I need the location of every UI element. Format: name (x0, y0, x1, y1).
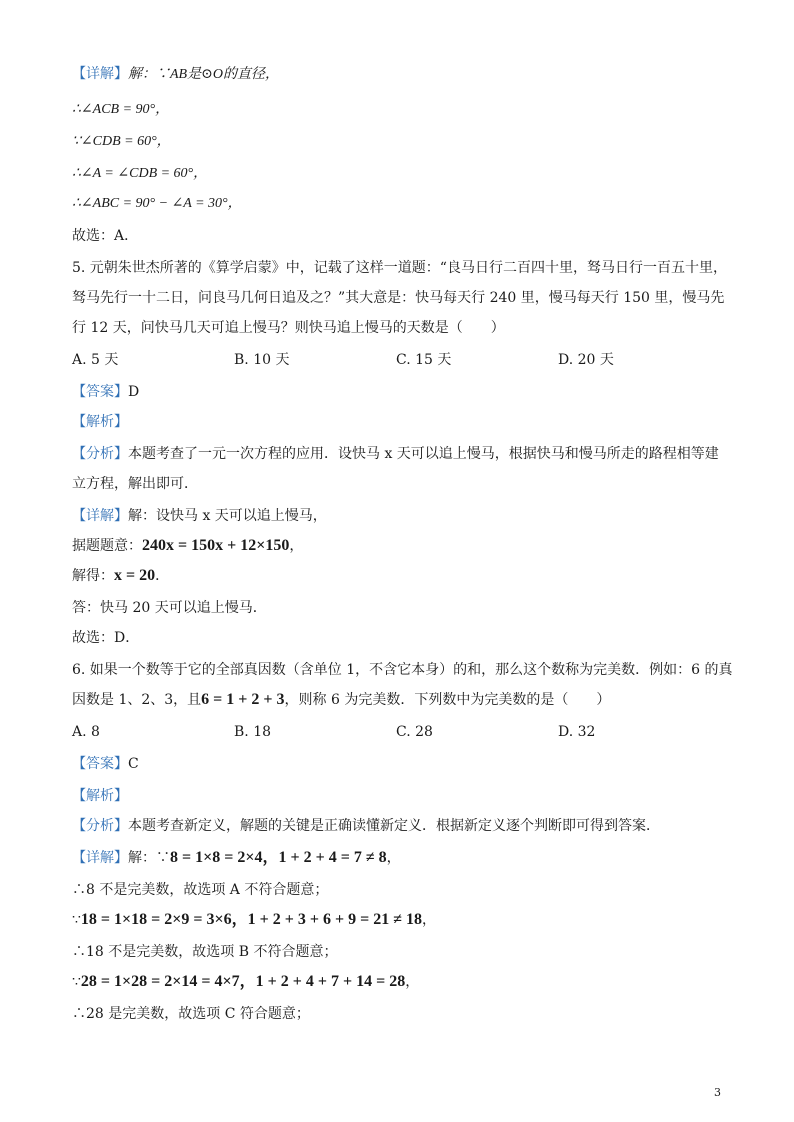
solution-step: ∴∠ACB = 90°， (72, 102, 170, 117)
detail-tag: 【详解】 (72, 508, 128, 524)
equation: 240x = 150x + 12×150 (142, 537, 290, 554)
equation: 18 = 1×18 = 2×9 = 3×6，1 + 2 + 3 + 6 + 9 = 21 ≠ 18 (80, 911, 422, 928)
option-d: D. 32 (558, 724, 596, 740)
equation-line (72, 536, 732, 556)
analysis-text: 本题考查新定义，解题的关键是正确读懂新定义．根据新定义逐个判断即可得到答案． (128, 818, 660, 834)
conclusion-line: ∴8 不是完美数，故选项 A 不符合题意； (72, 882, 329, 898)
punctuation: ， (405, 974, 420, 990)
option-a: A. 8 (72, 724, 100, 740)
punctuation: ， (289, 538, 304, 554)
stem-text: 因数是 1、2、3，且 (72, 692, 202, 708)
equation: 28 = 1×28 = 2×14 = 4×7，1 + 2 + 4 + 7 + 14 = 28 (80, 973, 406, 990)
question-6-stem: 6. 如果一个数等于它的全部真因数（含单位 1，不含它本身）的和，那么这个数称为完美数．例如：6 的真 (72, 662, 733, 678)
equation-line (72, 972, 732, 992)
choice-conclusion: 故选：D． (72, 630, 140, 646)
answer-statement: 答：快马 20 天可以追上慢马． (72, 600, 267, 616)
because-symbol: ∵ (72, 912, 81, 928)
option-b: B. 10 天 (234, 352, 290, 368)
solution-step: ∵∠CDB = 60°， (72, 134, 171, 149)
analysis-subtag: 【分析】 (72, 446, 128, 462)
choice-conclusion: 故选：A． (72, 228, 139, 244)
answer-value: C (128, 756, 139, 772)
solution-step: ∴∠A = ∠CDB = 60°， (72, 166, 208, 181)
solution-line (72, 566, 732, 586)
option-a: A. 5 天 (72, 352, 119, 368)
question-5-stem: 5. 元朝朱世杰所著的《算学启蒙》中，记载了这样一道题：“良马日行二百四十里，驽马日行一百五十里， (72, 260, 727, 276)
equation: x = 20 (114, 567, 156, 584)
detail-text: 解：∵ (128, 850, 170, 866)
detail-text: 解：∵AB是⊙O的直径， (128, 67, 279, 82)
option-d: D. 20 天 (558, 352, 614, 368)
detail-line (72, 64, 732, 85)
question-5-stem: 驽马先行一十二日，问良马几何日追及之？”其大意是：快马每天行 240 里，慢马每天行 150 里，慢马先 (72, 290, 725, 306)
analysis-tag: 【解析】 (72, 788, 128, 804)
analysis-text: 立方程，解出即可． (72, 476, 198, 492)
punctuation: ． (155, 568, 170, 584)
equation: 6 = 1 + 2 + 3 (201, 691, 285, 708)
answer-tag: 【答案】 (72, 384, 128, 400)
answer-tag: 【答案】 (72, 756, 128, 772)
analysis-subtag: 【分析】 (72, 818, 128, 834)
equation: 8 = 1×8 = 2×4，1 + 2 + 4 = 7 ≠ 8 (170, 849, 387, 866)
question-6-stem (72, 690, 732, 710)
equation-label: 据题题意： (72, 538, 142, 554)
because-symbol: ∵ (72, 974, 81, 990)
option-c: C. 28 (396, 724, 433, 740)
detail-line (72, 506, 732, 526)
equation-line (72, 910, 732, 930)
analysis-line (72, 816, 732, 836)
conclusion-line: ∴28 是完美数，故选项 C 符合题意； (72, 1006, 310, 1022)
solution-step: ∴∠ABC = 90° − ∠A = 30°， (72, 196, 242, 211)
option-b: B. 18 (234, 724, 272, 740)
analysis-line (72, 444, 732, 464)
detail-text: 解：设快马 x 天可以追上慢马， (128, 508, 327, 524)
solution-label: 解得： (72, 568, 114, 584)
punctuation: ， (422, 912, 436, 928)
conclusion-line: ∴18 不是完美数，故选项 B 不符合题意； (72, 944, 338, 960)
detail-tag: 【详解】 (72, 850, 128, 866)
page-number: 3 (714, 1086, 721, 1099)
answer-line (72, 754, 732, 774)
detail-line (72, 848, 732, 868)
stem-text: ，则称 6 为完美数．下列数中为完美数的是（ ） (284, 692, 611, 708)
answer-value: D (128, 384, 140, 400)
punctuation: ， (386, 850, 401, 866)
question-5-stem: 行 12 天，问快马几天可追上慢马？则快马追上慢马的天数是（ ） (72, 320, 505, 336)
detail-tag: 【详解】 (72, 66, 128, 82)
analysis-tag: 【解析】 (72, 414, 128, 430)
answer-line (72, 382, 732, 402)
option-c: C. 15 天 (396, 352, 452, 368)
analysis-text: 本题考查了一元一次方程的应用．设快马 x 天可以追上慢马，根据快马和慢马所走的路程相等建 (128, 446, 719, 462)
